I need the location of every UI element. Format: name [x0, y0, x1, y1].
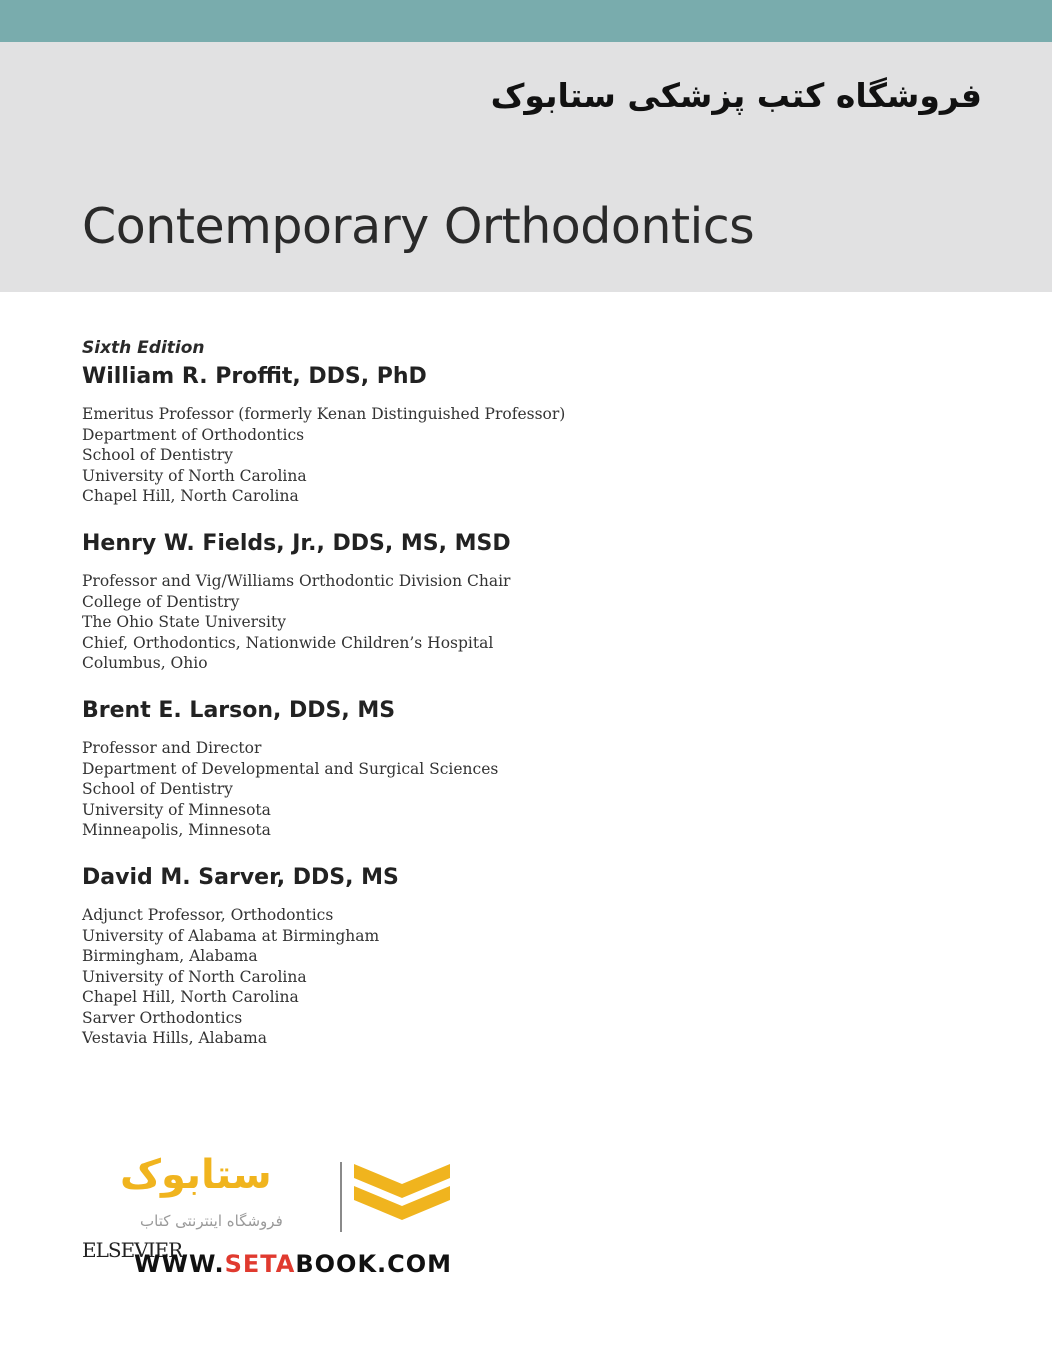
author-block	[82, 362, 782, 507]
author-affiliation	[82, 738, 782, 841]
author-block	[82, 529, 782, 674]
affiliation-line: Professor and Director	[82, 738, 262, 757]
author-name: Brent E. Larson, DDS, MS	[82, 697, 396, 723]
setabook-tagline: فروشگاه اینترنتی کتاب	[140, 1212, 283, 1230]
author-name: Henry W. Fields, Jr., DDS, MS, MSD	[82, 530, 511, 556]
affiliation-line: University of North Carolina	[82, 466, 307, 485]
affiliation-line: University of North Carolina	[82, 967, 307, 986]
affiliation-line: Minneapolis, Minnesota	[82, 821, 271, 840]
author-affiliation	[82, 404, 782, 507]
affiliation-line: Department of Developmental and Surgical Sciences	[82, 759, 499, 778]
title-page-content	[82, 334, 782, 1049]
affiliation-line: Chapel Hill, North Carolina	[82, 988, 299, 1007]
author-block	[82, 863, 782, 1049]
edition-label: Sixth Edition	[82, 338, 205, 358]
affiliation-line: Department of Orthodontics	[82, 425, 305, 444]
logo-divider	[340, 1162, 342, 1232]
author-name: David M. Sarver, DDS, MS	[82, 864, 399, 890]
affiliation-line: Birmingham, Alabama	[82, 947, 258, 966]
affiliation-line: Adjunct Professor, Orthodontics	[82, 905, 334, 924]
author-list	[82, 362, 782, 1049]
affiliation-line: School of Dentistry	[82, 446, 233, 465]
affiliation-line: College of Dentistry	[82, 592, 240, 611]
setabook-chevron-icon	[354, 1160, 450, 1232]
book-title: Contemporary Orthodontics	[82, 198, 755, 255]
footer-logos	[82, 1152, 462, 1282]
affiliation-line: Professor and Vig/Williams Orthodontic Division Chair	[82, 571, 511, 590]
affiliation-line: University of Alabama at Birmingham	[82, 926, 380, 945]
affiliation-line: Sarver Orthodontics	[82, 1008, 243, 1027]
website-url	[134, 1250, 452, 1278]
affiliation-line: University of Minnesota	[82, 800, 271, 819]
affiliation-line: Columbus, Ohio	[82, 654, 208, 673]
affiliation-line: Chapel Hill, North Carolina	[82, 487, 299, 506]
affiliation-line: Vestavia Hills, Alabama	[82, 1029, 267, 1048]
author-affiliation	[82, 905, 782, 1049]
affiliation-line: Chief, Orthodontics, Nationwide Children’s Hospital	[82, 633, 494, 652]
title-band	[0, 42, 1052, 292]
author-affiliation	[82, 571, 782, 674]
affiliation-line: School of Dentistry	[82, 780, 233, 799]
author-name: William R. Proffit, DDS, PhD	[82, 364, 427, 389]
website-url-prefix: WWW.	[134, 1250, 225, 1278]
website-url-accent: SETA	[224, 1250, 296, 1278]
affiliation-line: The Ohio State University	[82, 613, 286, 632]
store-name-banner: فروشگاه کتب پزشکی ستابوک	[490, 76, 982, 115]
affiliation-line: Emeritus Professor (formerly Kenan Distinguished Professor)	[82, 405, 566, 423]
setabook-logo-text: ستابوک	[120, 1152, 272, 1198]
top-color-strip	[0, 0, 1052, 42]
publisher-logo: ELSEVIER	[82, 1238, 183, 1262]
author-block	[82, 696, 782, 841]
website-url-suffix: BOOK.COM	[295, 1250, 453, 1278]
